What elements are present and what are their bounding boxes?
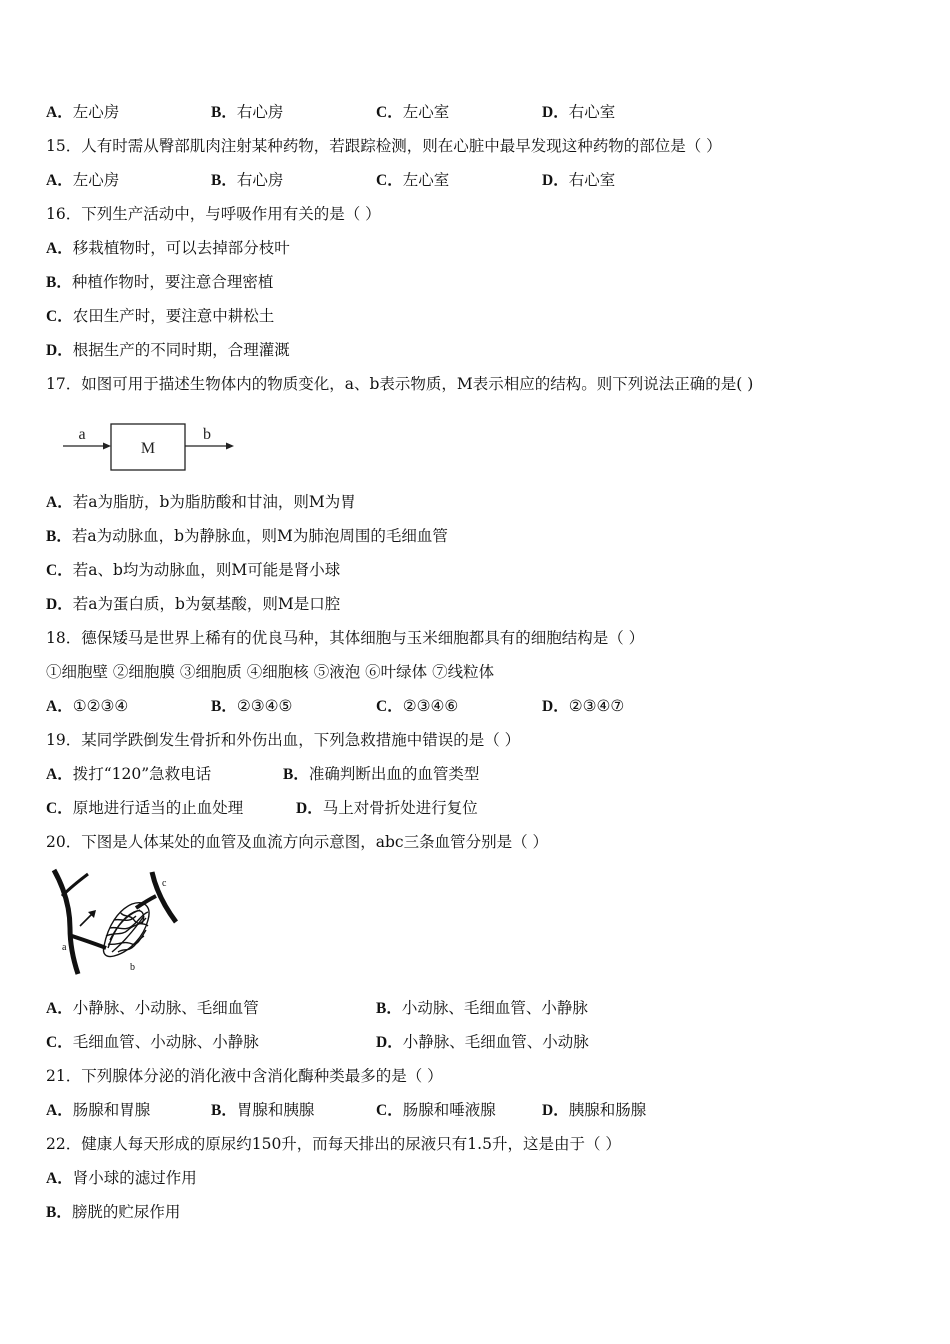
- q18-structure-list: ①细胞壁 ②细胞膜 ③细胞质 ④细胞核 ⑤液泡 ⑥叶绿体 ⑦线粒体: [46, 663, 495, 681]
- q18-option-d: D．②③④⑦: [542, 697, 625, 715]
- q17-option-d: D．若a为蛋白质，b为氨基酸，则M是口腔: [46, 595, 341, 613]
- q15-stem: 15．人有时需从臀部肌肉注射某种药物，若跟踪检测，则在心脏中最早发现这种药物的部位是（ ）: [46, 137, 722, 155]
- q21-option-c: C．肠腺和唾液腺: [376, 1101, 496, 1119]
- q15-option-a: A．左心房: [46, 171, 120, 189]
- q16-option-c: C．农田生产时，要注意中耕松土: [46, 307, 275, 325]
- q21-option-b: B．胃腺和胰腺: [211, 1101, 315, 1119]
- q19-option-c: C．原地进行适当的止血处理: [46, 799, 244, 817]
- q18-option-a: A．①②③④: [46, 697, 129, 715]
- vessel-label-a: a: [62, 942, 67, 953]
- q20-option-d: D．小静脉、毛细血管、小动脉: [376, 1033, 589, 1051]
- q22-option-b: B．膀胱的贮尿作用: [46, 1203, 181, 1221]
- q17-option-a: A．若a为脂肪，b为脂肪酸和甘油，则M为胃: [46, 493, 356, 511]
- q18-option-c: C．②③④⑥: [376, 697, 459, 715]
- q14-option-b: B．右心房: [211, 103, 284, 121]
- q20-blood-vessel-figure: [48, 866, 180, 978]
- q16-stem: 16．下列生产活动中，与呼吸作用有关的是（ ）: [46, 205, 381, 223]
- q17-stem: 17．如图可用于描述生物体内的物质变化，a、b表示物质，M表示相应的结构。则下列说法正确的是( ): [46, 375, 754, 393]
- q15-option-c: C．左心室: [376, 171, 450, 189]
- q19-option-d: D．马上对骨折处进行复位: [296, 799, 478, 817]
- q19-option-a: A．拨打“120”急救电话: [46, 765, 212, 783]
- q21-stem: 21．下列腺体分泌的消化液中含消化酶种类最多的是（ ）: [46, 1067, 443, 1085]
- q15-option-d: D．右心室: [542, 171, 616, 189]
- q20-option-b: B．小动脉、毛细血管、小静脉: [376, 999, 588, 1017]
- q14-option-d: D．右心室: [542, 103, 616, 121]
- q21-option-a: A．肠腺和胃腺: [46, 1101, 151, 1119]
- q20-stem: 20．下图是人体某处的血管及血流方向示意图，abc三条血管分别是（ ）: [46, 833, 548, 851]
- q19-option-b: B．准确判断出血的血管类型: [283, 765, 480, 783]
- q21-option-d: D．胰腺和肠腺: [542, 1101, 647, 1119]
- q20-option-c: C．毛细血管、小动脉、小静脉: [46, 1033, 259, 1051]
- vessel-a-top-branch: [62, 874, 88, 896]
- q17-flow-diagram: [60, 418, 250, 478]
- q14-option-a: A．左心房: [46, 103, 120, 121]
- q16-option-d: D．根据生产的不同时期，合理灌溉: [46, 341, 290, 359]
- q22-stem: 22．健康人每天形成的原尿约150升，而每天排出的尿液只有1.5升，这是由于（ ）: [46, 1135, 621, 1153]
- output-label: b: [203, 426, 211, 443]
- flow-direction-arrow: [80, 914, 92, 926]
- q18-stem: 18．德保矮马是世界上稀有的优良马种，其体细胞与玉米细胞都具有的细胞结构是（ ）: [46, 629, 645, 647]
- q18-option-b: B．②③④⑤: [211, 697, 293, 715]
- vessel-label-c: c: [162, 878, 167, 889]
- q20-option-a: A．小静脉、小动脉、毛细血管: [46, 999, 259, 1017]
- q14-option-c: C．左心室: [376, 103, 450, 121]
- q16-option-a: A．移栽植物时，可以去掉部分枝叶: [46, 239, 290, 257]
- q19-stem: 19．某同学跌倒发生骨折和外伤出血，下列急救措施中错误的是（ ）: [46, 731, 521, 749]
- q16-option-b: B．种植作物时，要注意合理密植: [46, 273, 274, 291]
- box-label: M: [140, 440, 156, 457]
- input-label: a: [78, 426, 86, 443]
- q17-option-c: C．若a、b均为动脉血，则M可能是肾小球: [46, 561, 341, 579]
- capillary-network-b: [103, 903, 149, 957]
- vessel-a-branch: [72, 936, 106, 948]
- vessel-label-b: b: [130, 962, 135, 973]
- output-arrow-head-icon: [226, 443, 234, 450]
- q17-option-b: B．若a为动脉血，b为静脉血，则M为肺泡周围的毛细血管: [46, 527, 448, 545]
- q22-option-a: A．肾小球的滤过作用: [46, 1169, 197, 1187]
- input-arrow-head-icon: [103, 443, 111, 450]
- q15-option-b: B．右心房: [211, 171, 284, 189]
